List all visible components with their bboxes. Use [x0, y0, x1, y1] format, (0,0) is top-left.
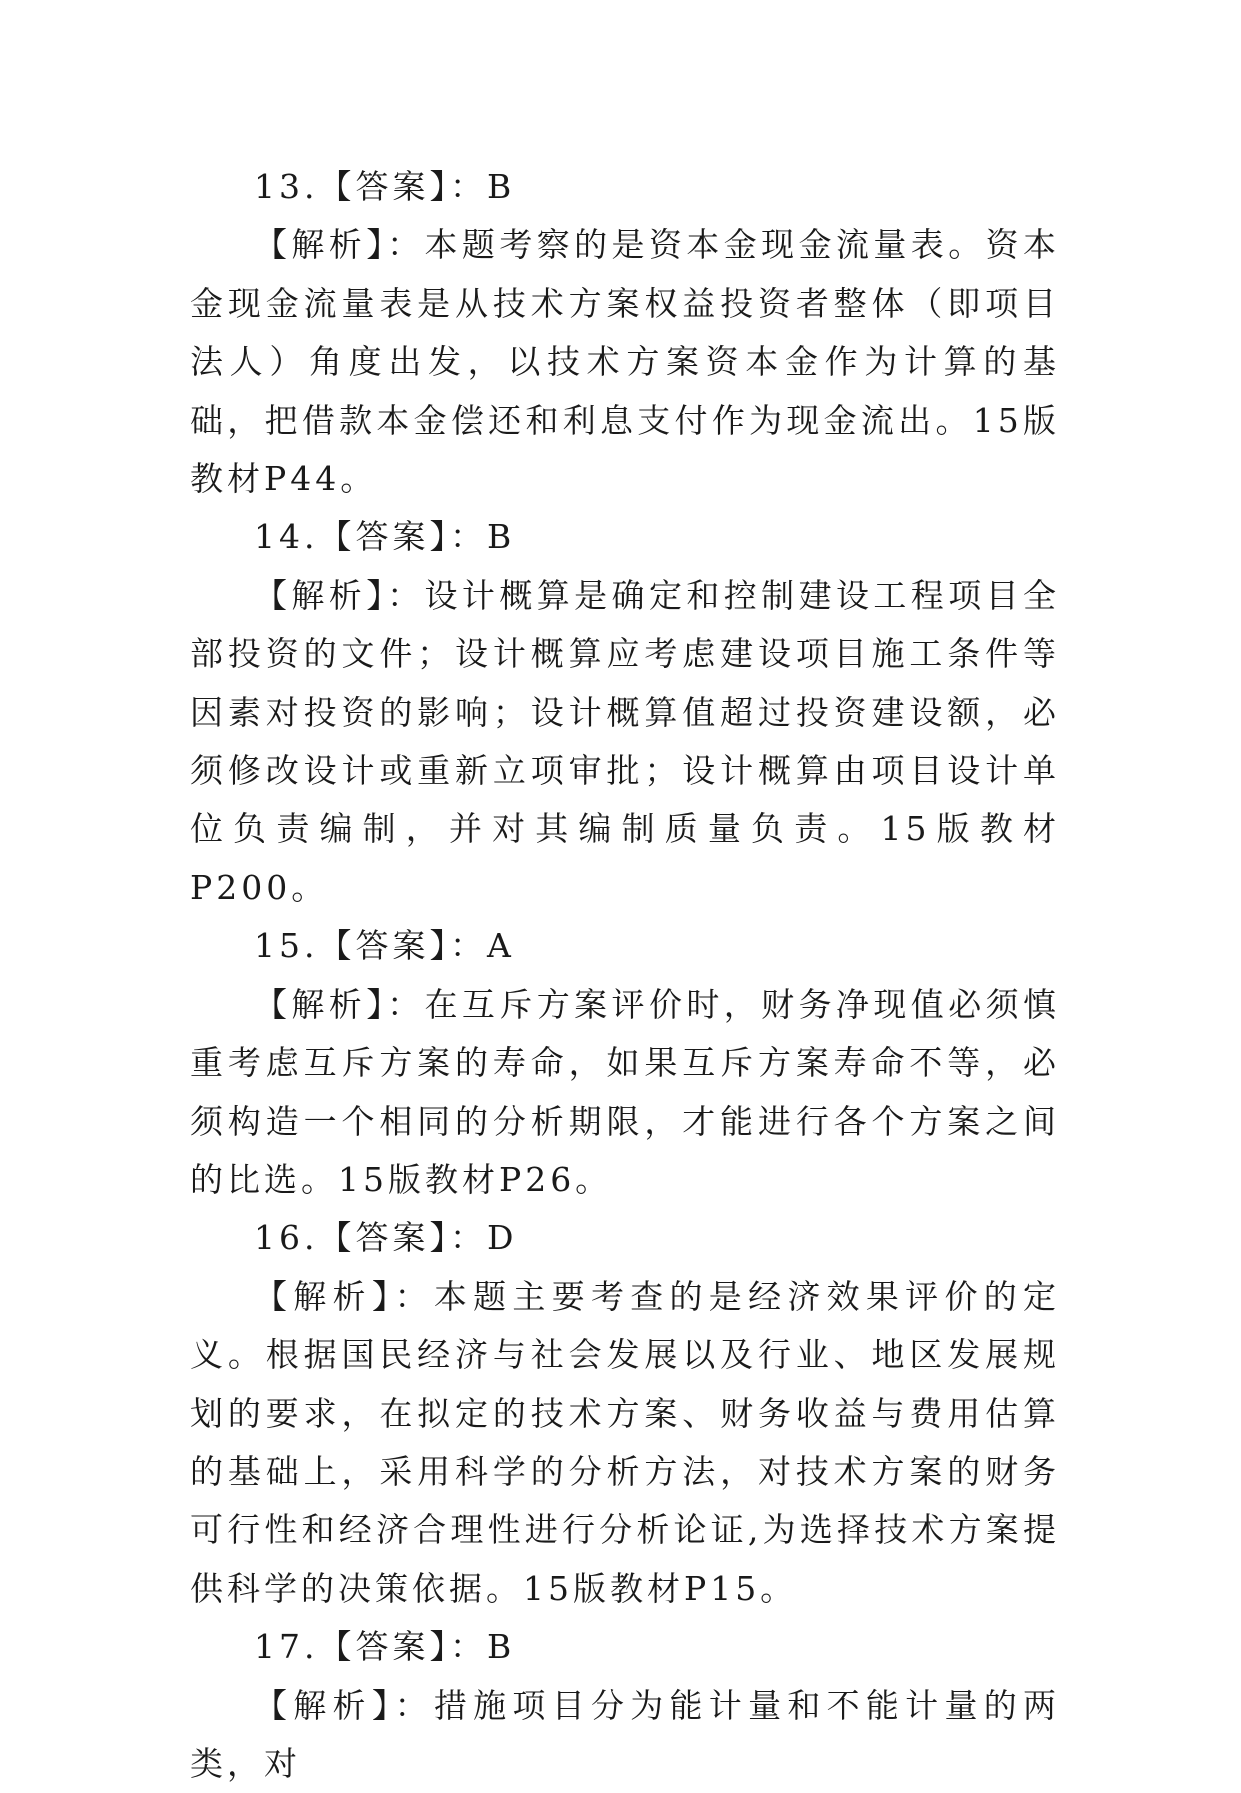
analysis-paragraph-14: 【解析】：设计概算是确定和控制建设工程项目全部投资的文件；设计概算应考虑建设项目施工条件等因素对投资的影响；设计概算值超过投资建设额，必须修改设计或重新立项审批；设计概算由项目设计单位负责编制，并对其编制质量负责。15版教材P200。: [190, 575, 1060, 907]
analysis-paragraph-13: 【解析】：本题考察的是资本金现金流量表。资本金现金流量表是从技术方案权益投资者整体（即项目法人）角度出发，以技术方案资本金作为计算的基础，把借款本金偿还和利息支付作为现金流出。15版教材P44。: [190, 225, 1060, 499]
analysis-paragraph-16: 【解析】：本题主要考查的是经济效果评价的定义。根据国民经济与社会发展以及行业、地区发展规划的要求，在拟定的技术方案、财务收益与费用估算的基础上，采用科学的分析方法，对技术方案的财务可行性和经济合理性进行分析论证,为选择技术方案提供科学的决策依据。15版教材P15。: [190, 1276, 1060, 1608]
answer-line-15: 15.【答案】：A: [254, 926, 515, 966]
answer-line-13: 13.【答案】：B: [254, 167, 516, 206]
analysis-paragraph-17: 【解析】：措施项目分为能计量和不能计量的两类，对: [190, 1685, 1060, 1783]
answer-line-16: 16.【答案】：D: [254, 1218, 518, 1258]
answer-line-17: 17.【答案】：B: [254, 1627, 516, 1667]
analysis-paragraph-15: 【解析】：在互斥方案评价时，财务净现值必须慎重考虑互斥方案的寿命，如果互斥方案寿命不等，必须构造一个相同的分析期限，才能进行各个方案之间的比选。15版教材P26。: [190, 984, 1060, 1199]
answer-line-14: 14.【答案】：B: [254, 517, 516, 557]
answer-explanation-list: [190, 158, 1060, 1793]
